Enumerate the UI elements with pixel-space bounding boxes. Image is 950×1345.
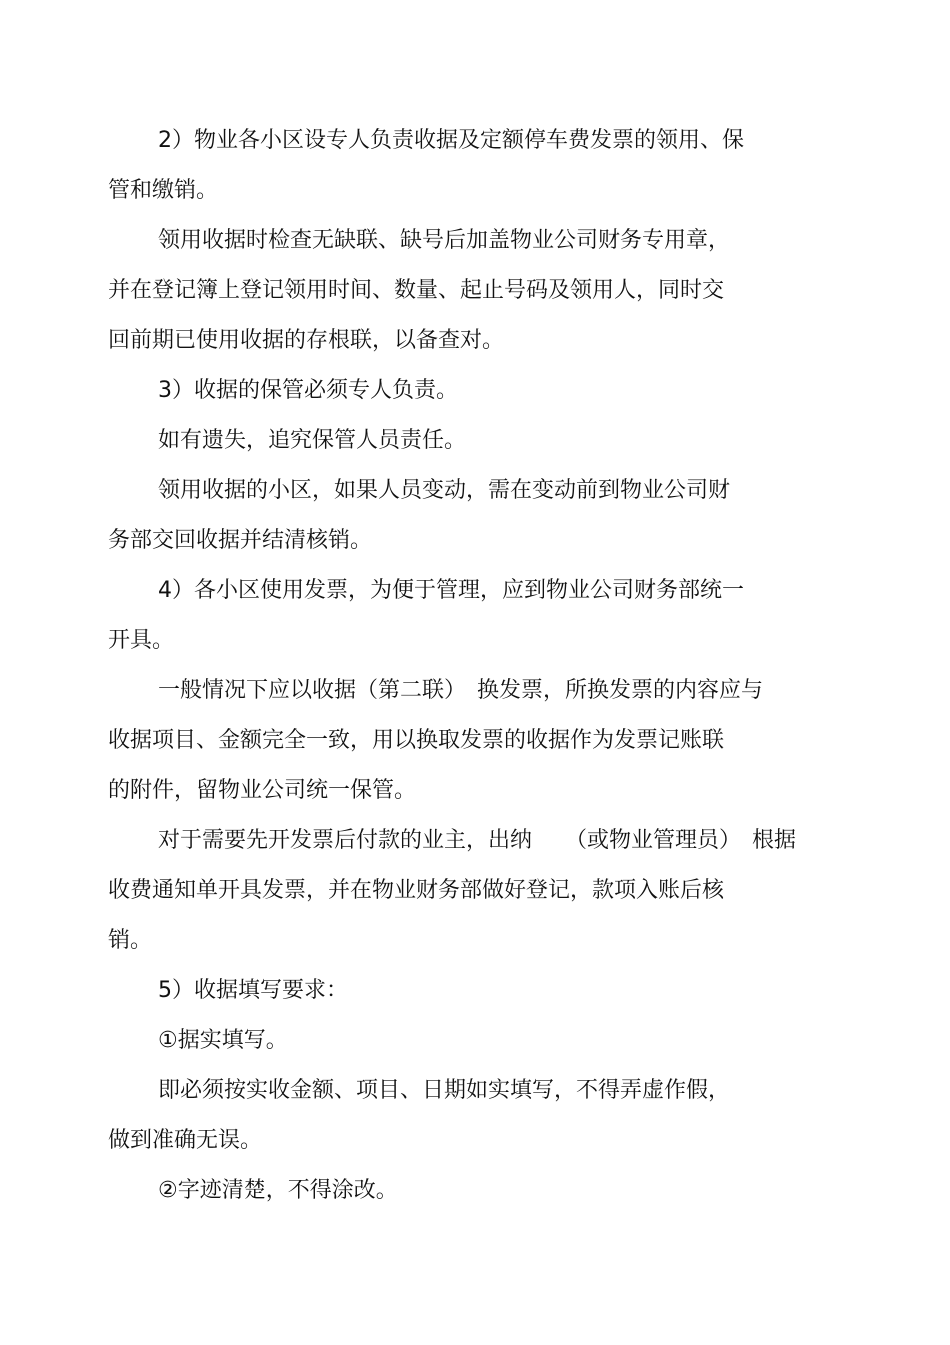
paragraph-line: 务部交回收据并结清核销。	[108, 528, 373, 553]
paragraph-line: 对于需要先开发票后付款的业主，出纳 （或物业管理员） 根据	[158, 828, 797, 853]
paragraph-line: 5）收据填写要求：	[158, 978, 348, 1003]
paragraph-line: 收据项目、金额完全一致，用以换取发票的收据作为发票记账联	[108, 728, 725, 753]
paragraph-line: 做到准确无误。	[108, 1128, 263, 1153]
paragraph-line: 2）物业各小区设专人负责收据及定额停车费发票的领用、保	[158, 128, 744, 153]
paragraph-line: 如有遗失，追究保管人员责任。	[158, 428, 467, 453]
paragraph-line: 收费通知单开具发票，并在物业财务部做好登记，款项入账后核	[108, 878, 725, 903]
paragraph-line: 的附件，留物业公司统一保管。	[108, 778, 417, 803]
paragraph-line: 即必须按实收金额、项目、日期如实填写，不得弄虚作假，	[158, 1078, 731, 1103]
paragraph-line: 回前期已使用收据的存根联，以备查对。	[108, 328, 505, 353]
paragraph-line: 领用收据的小区，如果人员变动，需在变动前到物业公司财	[158, 478, 731, 503]
paragraph-line: 开具。	[108, 628, 175, 653]
paragraph-line: ②字迹清楚，不得涂改。	[158, 1178, 398, 1203]
paragraph-line: 销。	[108, 928, 153, 953]
paragraph-line: 领用收据时检查无缺联、缺号后加盖物业公司财务专用章，	[158, 228, 731, 253]
paragraph-line: ①据实填写。	[158, 1028, 288, 1053]
paragraph-line: 3）收据的保管必须专人负责。	[158, 378, 458, 403]
paragraph-line: 管和缴销。	[108, 178, 219, 203]
paragraph-line: 4）各小区使用发票，为便于管理，应到物业公司财务部统一	[158, 578, 744, 603]
paragraph-line: 并在登记簿上登记领用时间、数量、起止号码及领用人，同时交	[108, 278, 725, 303]
paragraph-line: 一般情况下应以收据（第二联） 换发票，所换发票的内容应与	[158, 678, 764, 703]
